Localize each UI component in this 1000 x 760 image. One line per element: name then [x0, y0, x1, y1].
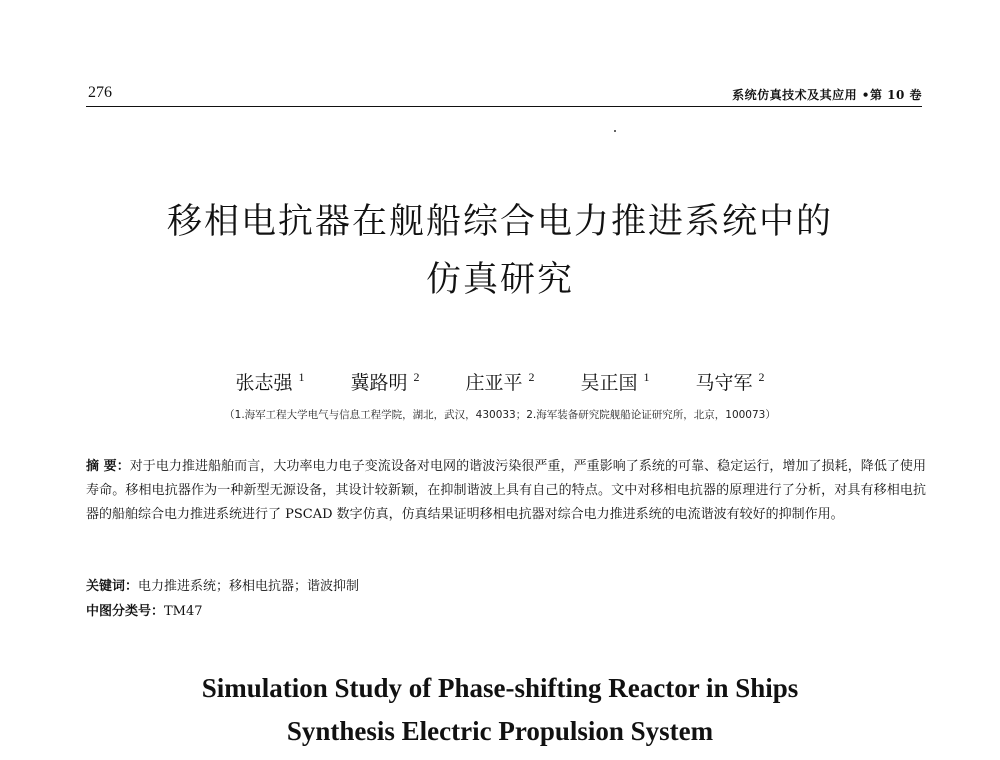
chinese-title-line-2: 仿真研究 — [425, 260, 574, 300]
author-list — [0, 368, 1000, 395]
keywords — [86, 575, 926, 599]
classification-label: 中图分类号： — [86, 604, 165, 619]
author: 张志强 $^1$ — [235, 370, 305, 394]
journal-name: 系统仿真技术及其应用 •第 10 卷 — [732, 88, 922, 102]
english-title-line-1: Simulation Study of Phase-shifting Reactor in Ships — [201, 673, 799, 703]
affiliations: （1.海军工程大学电气与信息工程学院，湖北，武汉，430033；2.海军装备研究院舰船论证研究所，北京，100073） — [224, 409, 776, 421]
keywords-label: 关键词： — [86, 579, 139, 594]
author: 吴正国 $^1$ — [580, 370, 650, 394]
abstract — [86, 455, 926, 527]
author: 庄亚平 $^2$ — [465, 370, 535, 394]
classification-number — [86, 600, 926, 624]
author: 冀路明 $^2$ — [350, 370, 420, 394]
chinese-title-line-1: 移相电抗器在舰船综合电力推进系统中的 — [166, 202, 833, 242]
english-title-line-2: Synthesis Electric Propulsion System — [286, 716, 714, 746]
page-number: 276 — [88, 84, 112, 101]
author: 马守军 $^2$ — [695, 370, 765, 394]
classification-text: TM47 — [164, 604, 203, 619]
keywords-text: 电力推进系统；移相电抗器；谐波抑制 — [138, 579, 360, 594]
abstract-label: 摘 要： — [86, 459, 130, 474]
scan-speck — [614, 130, 616, 132]
page-header — [86, 78, 922, 107]
abstract-text: 对于电力推进船舶而言，大功率电力电子变流设备对电网的谐波污染很严重，严重影响了系统的可靠、稳定运行，增加了损耗，降低了使用寿命。移相电抗器作为一种新型无源设备，其设计较新颖，在抑制谐波上具有自己的特点。文中对移相电抗器的原理进行了分析，对具有移相电抗器的船舶综合电力推进系统进行了 PSCAD 数字仿真，仿真结果证明移相电抗器对综合电力推进系统的电流谐波有较好的抑制作用。 — [86, 459, 926, 522]
